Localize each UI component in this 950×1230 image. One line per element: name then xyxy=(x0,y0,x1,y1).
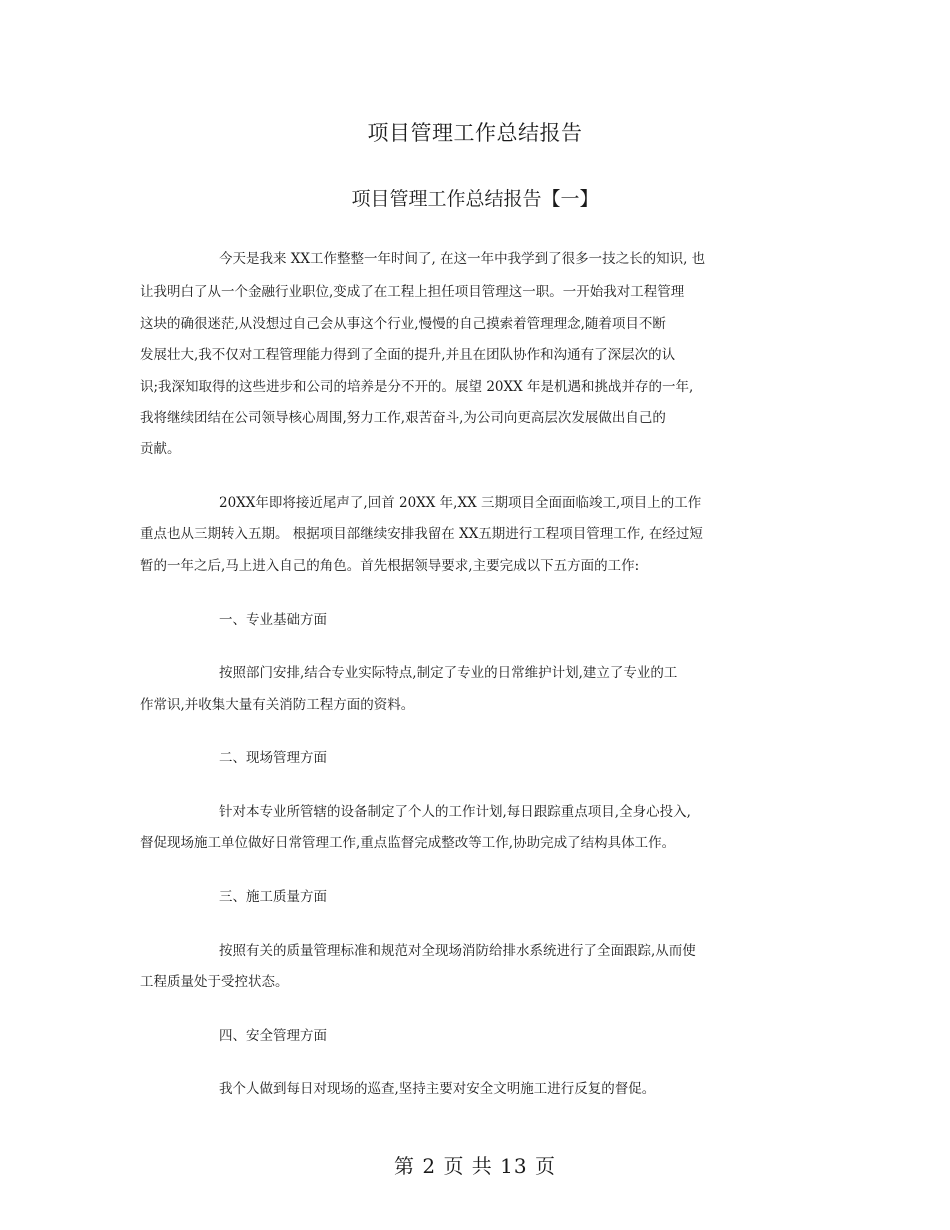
paragraph-line: 识;我深知取得的这些进步和公司的培养是分不开的。展望 20XX 年是机遇和挑战并存的一年, xyxy=(140,379,694,395)
paragraph-line: 我将继续团结在公司领导核心周围,努力工作,艰苦奋斗,为公司向更高层次发展做出自己的 xyxy=(140,410,666,426)
paragraph-line: 按照部门安排,结合专业实际特点,制定了专业的日常维护计划,建立了专业的工 xyxy=(219,665,678,681)
paragraph-line: 让我明白了从一个金融行业职位,变成了在工程上担任项目管理这一职。一开始我对工程管理 xyxy=(140,284,685,300)
paragraph-line: 暂的一年之后,马上进入自己的角色。首先根据领导要求,主要完成以下五方面的工作: xyxy=(140,558,640,574)
section-heading: 二、现场管理方面 xyxy=(219,750,327,766)
document-title: 项目管理工作总结报告 xyxy=(367,121,583,145)
paragraph-line: 重点也从三期转入五期。 根据项目部继续安排我留在 XX五期进行工程项目管理工作, 在经过短 xyxy=(140,526,703,542)
paragraph-line: 针对本专业所管辖的设备制定了个人的工作计划,每日跟踪重点项目,全身心投入, xyxy=(219,804,691,820)
paragraph-line: 今天是我来 XX工作整整一年时间了, 在这一年中我学到了很多一技之长的知识, 也 xyxy=(219,251,706,267)
paragraph-line: 20XX年即将接近尾声了,回首 20XX 年,XX 三期项目全面面临竣工,项目上的工作 xyxy=(219,495,702,511)
page-number-footer: 第 2 页 共 13 页 xyxy=(394,1154,556,1178)
section-heading: 四、安全管理方面 xyxy=(219,1028,327,1044)
paragraph-line: 我个人做到每日对现场的巡查,坚持主要对安全文明施工进行反复的督促。 xyxy=(219,1081,656,1097)
paragraph-line: 发展壮大,我不仅对工程管理能力得到了全面的提升,并且在团队协作和沟通有了深层次的认 xyxy=(140,347,676,363)
paragraph-line: 工程质量处于受控状态。 xyxy=(140,974,289,990)
paragraph-line: 这块的确很迷茫,从没想过自己会从事这个行业,慢慢的自己摸索着管理理念,随着项目不断 xyxy=(140,316,666,332)
paragraph-line: 督促现场施工单位做好日常管理工作,重点监督完成整改等工作,协助完成了结构具体工作。 xyxy=(140,835,676,851)
section-subtitle: 项目管理工作总结报告【一】 xyxy=(351,188,599,210)
paragraph-line: 作常识,并收集大量有关消防工程方面的资料。 xyxy=(140,697,415,713)
paragraph-line: 贡献。 xyxy=(140,441,181,457)
section-heading: 一、专业基础方面 xyxy=(219,612,327,628)
section-heading: 三、施工质量方面 xyxy=(219,889,327,905)
paragraph-line: 按照有关的质量管理标准和规范对全现场消防给排水系统进行了全面跟踪,从而使 xyxy=(219,943,696,959)
